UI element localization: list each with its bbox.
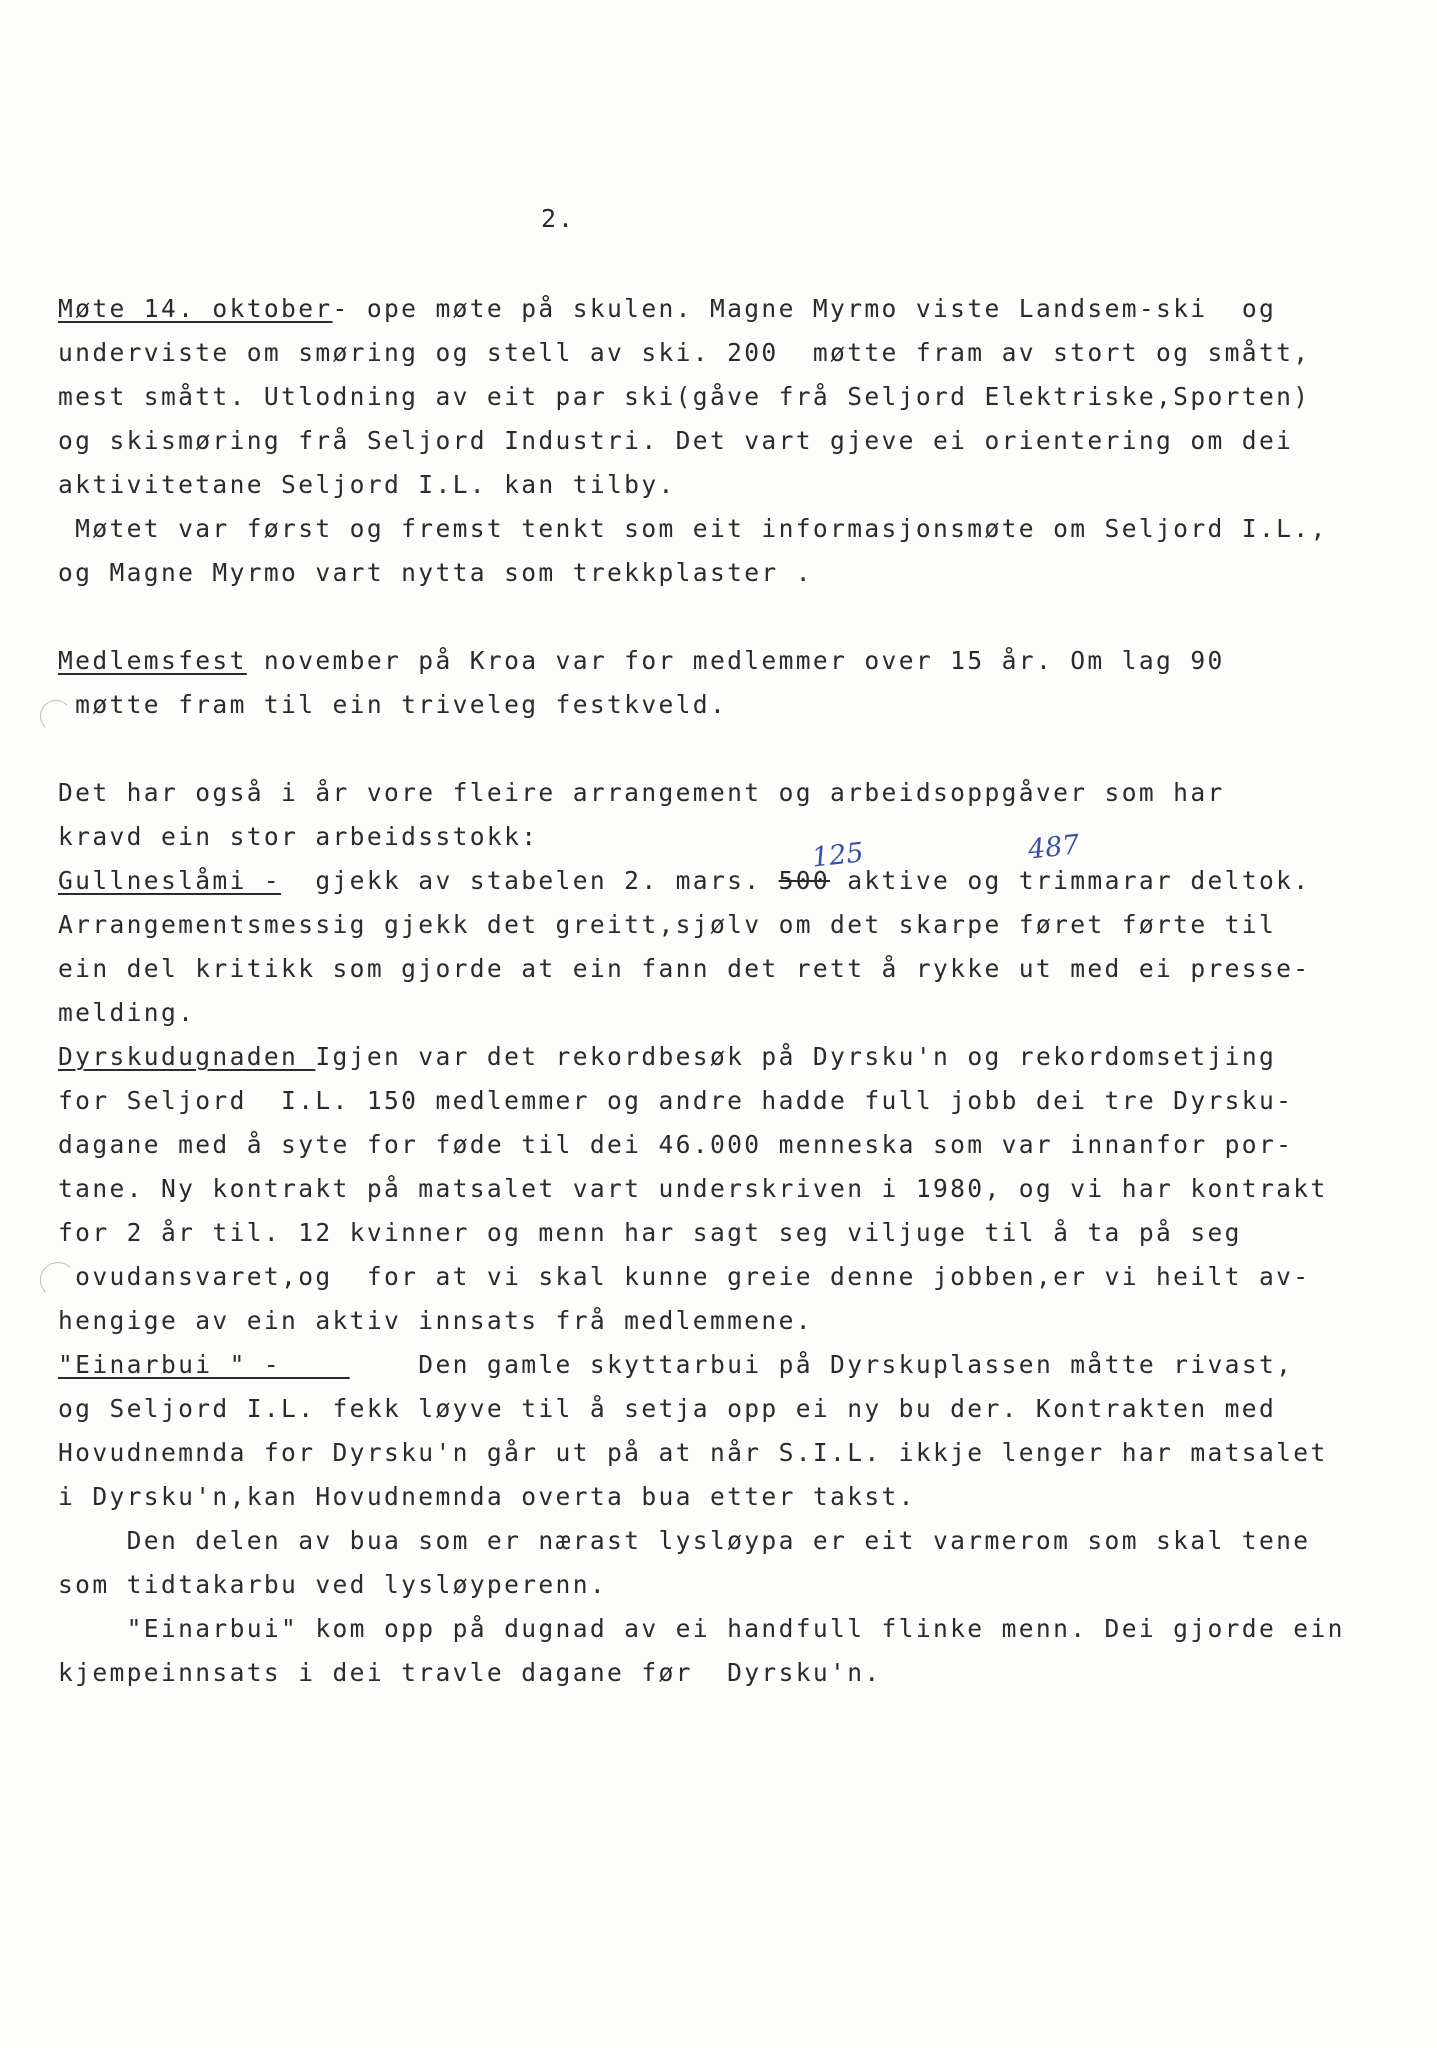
text-line [58, 866, 1408, 896]
text-line [58, 822, 1408, 852]
text-line [58, 426, 1408, 456]
line-text: og skismøring frå Seljord Industri. Det vart gjeve ei orientering om dei [58, 426, 1294, 455]
text-line [58, 646, 1408, 676]
punch-mark [40, 1262, 76, 1298]
line-text: Det har også i år vore fleire arrangement og arbeidsoppgåver som har [58, 778, 1225, 807]
text-line [58, 1614, 1408, 1644]
line-text: for 2 år til. 12 kvinner og menn har sagt seg viljuge til å ta på seg [58, 1218, 1242, 1247]
page-number: 2. [541, 204, 576, 233]
line-text: ein del kritikk som gjorde at ein fann det rett å rykke ut med ei presse- [58, 954, 1311, 983]
line-text: melding. [58, 998, 196, 1027]
line-text: og Seljord I.L. fekk løyve til å setja opp ei ny bu der. Kontrakten med [58, 1394, 1277, 1423]
text-line [58, 558, 1408, 588]
line-text: gjekk av stabelen 2. mars. [281, 866, 779, 895]
text-line [58, 1570, 1408, 1600]
text-line [58, 998, 1408, 1028]
text-line [58, 910, 1408, 940]
text-line [58, 470, 1408, 500]
text-line [58, 690, 1408, 720]
line-text: Hovudnemnda for Dyrsku'n går ut på at når S.I.L. ikkje lenger har matsalet [58, 1438, 1328, 1467]
punch-mark [40, 700, 72, 732]
text-line [58, 954, 1408, 984]
text-line [58, 294, 1408, 324]
text-line [58, 1482, 1408, 1512]
line-text: og Magne Myrmo vart nytta som trekkplaster . [58, 558, 813, 587]
text-line [58, 1130, 1408, 1160]
line-text: aktive og trimmarar deltok. [830, 866, 1311, 895]
text-line [58, 1174, 1408, 1204]
line-text: tane. Ny kontrakt på matsalet vart underskriven i 1980, og vi har kontrakt [58, 1174, 1328, 1203]
line-text: november på Kroa var for medlemmer over 15 år. Om lag 90 [246, 646, 1225, 675]
text-line [58, 1262, 1408, 1292]
text-line [58, 1218, 1408, 1248]
text-line [58, 1086, 1408, 1116]
text-line [58, 1438, 1408, 1468]
struck-number: 500 [778, 866, 831, 895]
text-line [58, 1658, 1408, 1688]
line-text: kjempeinnsats i dei travle dagane før Dyrsku'n. [58, 1658, 882, 1687]
line-text: dagane med å syte for føde til dei 46.000 menneska som var innanfor por- [58, 1130, 1294, 1159]
text-line [58, 1042, 1408, 1072]
text-line [58, 338, 1408, 368]
text-line [58, 514, 1408, 544]
section-heading: "Einarbui " - [58, 1350, 350, 1379]
line-text: Igjen var det rekordbesøk på Dyrsku'n og rekordomsetjing [315, 1042, 1277, 1071]
text-line [58, 1306, 1408, 1336]
line-text: for Seljord I.L. 150 medlemmer og andre hadde full jobb dei tre Dyrsku- [58, 1086, 1294, 1115]
line-text: Den gamle skyttarbui på Dyrskuplassen måtte rivast, [349, 1350, 1294, 1379]
line-text: kravd ein stor arbeidsstokk: [58, 822, 539, 851]
line-text: - ope møte på skulen. Magne Myrmo viste Landsem-ski og [332, 294, 1277, 323]
text-line [58, 1526, 1408, 1556]
text-line [58, 1350, 1408, 1380]
line-text: i Dyrsku'n,kan Hovudnemnda overta bua etter takst. [58, 1482, 916, 1511]
line-text: Arrangementsmessig gjekk det greitt,sjølv om det skarpe føret førte til [58, 910, 1277, 939]
line-text: ovudansvaret,og for at vi skal kunne greie denne jobben,er vi heilt av- [58, 1262, 1311, 1291]
line-text: hengige av ein aktiv innsats frå medlemmene. [58, 1306, 813, 1335]
handwritten-aktive-count: 125 [810, 837, 866, 874]
handwritten-trimmarar-count: 487 [1026, 829, 1082, 866]
line-text: som tidtakarbu ved lysløyperenn. [58, 1570, 608, 1599]
line-text: aktivitetane Seljord I.L. kan tilby. [58, 470, 676, 499]
section-heading: Medlemsfest [58, 646, 247, 675]
section-heading: Gullneslåmi - [58, 866, 282, 895]
line-text: underviste om smøring og stell av ski. 200 møtte fram av stort og smått, [58, 338, 1311, 367]
line-text: møtte fram til ein triveleg festkveld. [58, 690, 728, 719]
line-text: Møtet var først og fremst tenkt som eit informasjonsmøte om Seljord I.L., [58, 514, 1328, 543]
text-line [58, 778, 1408, 808]
text-line [58, 382, 1408, 412]
section-heading: Møte 14. oktober [58, 294, 333, 323]
line-text: Den delen av bua som er nærast lysløypa er eit varmerom som skal tene [58, 1526, 1311, 1555]
line-text: mest smått. Utlodning av eit par ski(gåve frå Seljord Elektriske,Sporten) [58, 382, 1311, 411]
line-text: "Einarbui" kom opp på dugnad av ei handfull flinke menn. Dei gjorde ein [58, 1614, 1345, 1643]
text-line [58, 1394, 1408, 1424]
section-heading: Dyrskudugnaden [58, 1042, 316, 1071]
